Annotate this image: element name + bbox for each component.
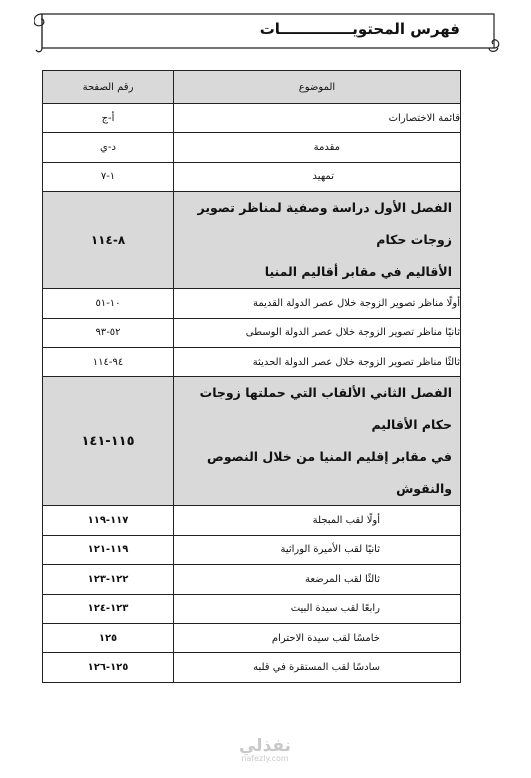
chapter-row [43, 192, 461, 289]
row-page: ١٢٢-١٢٣ [43, 565, 174, 594]
chapter-subject [174, 377, 461, 506]
row-subject: قائمة الاختصارات [174, 104, 461, 133]
row-subject: رابعًا لقب سيدة البيت [174, 594, 461, 623]
table-row [43, 289, 461, 318]
row-subject: خامسًا لقب سيدة الاحترام [174, 623, 461, 652]
chapter-subject-line: في مقابر إقليم المنيا من خلال النصوص والنقوش [207, 449, 452, 497]
chapter-page: ١١٥-١٤١ [43, 377, 174, 506]
contents-table [42, 70, 461, 683]
chapter-row [43, 377, 461, 506]
title-scroll-banner [34, 8, 500, 54]
table-row [43, 347, 461, 376]
table-row [43, 506, 461, 535]
table-row [43, 653, 461, 682]
column-header-page: رقم الصفحة [43, 71, 174, 104]
watermark-url: nafezly.com [241, 754, 289, 763]
watermark-logo [205, 736, 325, 763]
watermark-text: نفذلي [238, 736, 292, 756]
row-subject: تمهيد [174, 162, 461, 191]
row-page: ١١٧-١١٩ [43, 506, 174, 535]
row-subject: ثالثًا لقب المرضعة [174, 565, 461, 594]
table-header-row [43, 71, 461, 104]
table-row [43, 623, 461, 652]
chapter-subject-line: الأقاليم في مقابر أقاليم المنيا [264, 264, 452, 280]
row-page: ١٠-٥١ [43, 289, 174, 318]
row-page: ١٢٣-١٢٤ [43, 594, 174, 623]
table-row [43, 162, 461, 191]
chapter-page: ٨-١١٤ [43, 192, 174, 289]
chapter-subject-line: الفصل الأول دراسة وصفية لمناظر تصوير زوجات حكام [197, 200, 452, 248]
table-row [43, 535, 461, 564]
row-page: ١٢٥-١٢٦ [43, 653, 174, 682]
row-page: أ-ج [43, 104, 174, 133]
row-subject: مقدمة [174, 133, 461, 162]
row-page: ٩٤-١١٤ [43, 347, 174, 376]
table-row [43, 594, 461, 623]
chapter-subject-line: الفصل الثاني الألقاب التي حملتها زوجات حكام الأقاليم [199, 385, 452, 433]
row-page: ١٢٥ [43, 623, 174, 652]
table-row [43, 133, 461, 162]
row-subject: ثانيًا لقب الأميرة الوراثية [174, 535, 461, 564]
row-subject: أولًا مناظر تصوير الزوجة خلال عصر الدولة القديمة [174, 289, 461, 318]
row-page: ١-٧ [43, 162, 174, 191]
table-row [43, 565, 461, 594]
table-row [43, 104, 461, 133]
page-title: فهرس المحتويــــــــــــــات [259, 20, 460, 38]
row-page: ١١٩-١٢١ [43, 535, 174, 564]
row-subject: سادسًا لقب المستقرة في قلبه [174, 653, 461, 682]
column-header-subject: الموضوع [174, 71, 461, 104]
row-subject: ثانيًا مناظر تصوير الزوجة خلال عصر الدولة الوسطى [174, 318, 461, 347]
table-row [43, 318, 461, 347]
row-subject: ثالثًا مناظر تصوير الزوجة خلال عصر الدولة الحديثة [174, 347, 461, 376]
row-page: د-ي [43, 133, 174, 162]
chapter-subject [174, 192, 461, 289]
row-page: ٥٢-٩٣ [43, 318, 174, 347]
row-subject: أولًا لقب المبجلة [174, 506, 461, 535]
